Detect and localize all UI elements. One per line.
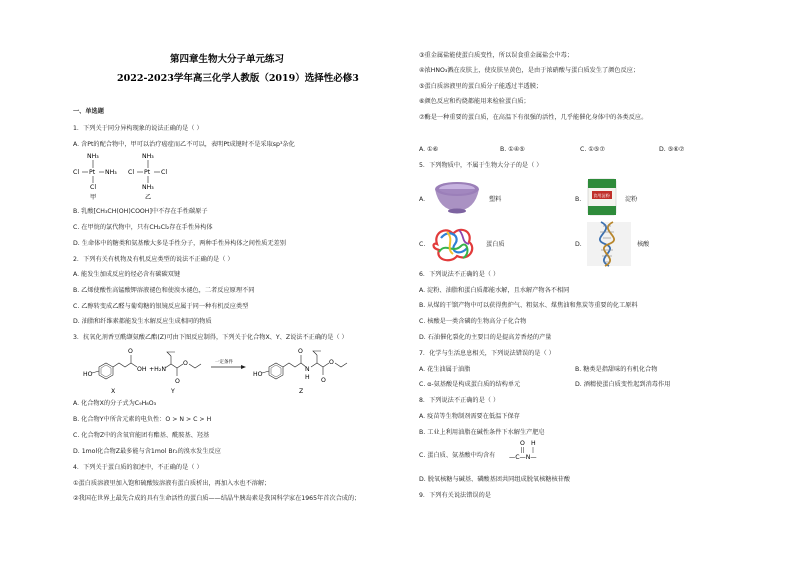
right-column xyxy=(397,0,794,562)
amide-o: O xyxy=(520,440,525,447)
q4-statement-6: ⑥颜色反应和灼烧都能用来检验蛋白质； xyxy=(419,98,530,105)
y-o-ester: O xyxy=(183,360,188,367)
amide-h: H xyxy=(531,440,536,447)
yi-nh3-bottom: NH₃ xyxy=(142,184,154,191)
y-label: Y xyxy=(171,388,175,395)
yi-pt: Pt xyxy=(144,169,151,176)
x-ho: HO xyxy=(83,371,93,378)
q8-option-a: A. 疫苗等生物制剂需要在低温下保存 xyxy=(419,413,520,420)
q7-option-b: B. 糖类是指甜味的有机化合物 xyxy=(575,366,658,373)
yi-cl-left: Cl xyxy=(128,169,135,176)
yi-nh3-top: NH₃ xyxy=(142,153,154,160)
amide-bond: —C—N— xyxy=(509,454,537,461)
q7-stem: 7．化学与生活息息相关，下列说法错误的是（ ） xyxy=(419,350,555,357)
y-h2n: +H₂N xyxy=(149,366,166,373)
q3-reaction-scheme xyxy=(73,345,353,397)
q2-option-d: D. 油脂和纤维素都能发生水解反应生成相同的物质 xyxy=(73,318,212,325)
q5-option-a-letter: A. xyxy=(419,196,426,203)
starch-bag-image xyxy=(587,178,617,216)
q5-option-b-text: 淀粉 xyxy=(625,196,638,203)
yi-label: 乙 xyxy=(145,194,152,201)
q6-stem: 6．下列说法不正确的是（ ） xyxy=(419,271,500,278)
protein-structure-image xyxy=(431,224,477,264)
q2-option-b: B. 乙烯使酸性高锰酸钾溶液褪色和使溴水褪色，二者反应原理不同 xyxy=(73,287,255,294)
q3-option-c: C. 化合物Z中的含氧官能团有酯基、酰胺基、羟基 xyxy=(73,432,210,439)
q1-option-b: B. 乳酸[CH₃CH(OH)COOH]中不存在手性碳原子 xyxy=(73,208,208,215)
q2-option-a: A. 能发生加成反应的烃必含有碳碳双键 xyxy=(73,271,181,278)
q3-option-a: A. 化合物X的分子式为C₉H₈O₃ xyxy=(73,400,157,407)
jia-nh3-right: NH₃ xyxy=(105,169,117,176)
z-o: O xyxy=(298,348,303,355)
q3-option-d: D. 1mol化合物Z最多能与含1mol Br₂的溴水发生反应 xyxy=(73,448,221,455)
q4-statement-1: ①蛋白质溶液里加入饱和硫酸铵溶液有蛋白质析出，再加入水也不溶解； xyxy=(73,480,271,487)
q5-option-c-text: 蛋白质 xyxy=(486,241,505,248)
q5-option-b-letter: B. xyxy=(575,196,582,203)
q4-option-b: B. ①④⑤ xyxy=(500,146,525,153)
q4-statement-5: ⑤蛋白质溶液里的蛋白质分子能透过半透膜； xyxy=(419,83,543,90)
jia-cl-left: Cl xyxy=(73,169,80,176)
q3-option-b: B. 化合物Y中所含元素的电负性：O > N > C > H xyxy=(73,416,212,423)
q7-option-d: D. 酒精使蛋白质变性起到消毒作用 xyxy=(575,381,671,388)
amide-group-structure xyxy=(507,438,547,464)
z-n: N xyxy=(305,366,310,373)
x-label: X xyxy=(111,388,116,395)
q1-option-c: C. 在甲烷的氯代物中，只有CH₂Cl₂存在手性异构体 xyxy=(73,224,213,231)
q7-option-a: A. 花生油属于油脂 xyxy=(419,366,471,373)
q4-statement-2: ②我国在世界上最先合成的具有生命活性的蛋白质——结晶牛胰岛素是我国科学家在1965年首次合成的； xyxy=(73,495,361,502)
z-label: Z xyxy=(299,388,304,395)
q5-option-a-text: 塑料 xyxy=(489,196,502,203)
q1-option-d: D. 生命体中的糖类和氨基酸大多是手性分子，两种手性异构体之间性质无差别 xyxy=(73,240,286,247)
q5-stem: 5．下列物质中，不属于生物大分子的是（ ） xyxy=(419,162,543,169)
q4-option-a: A. ①⑥ xyxy=(419,146,439,153)
q4-statement-4: ④浓HNO₃溅在皮肤上，使皮肤呈黄色，是由于浓硝酸与蛋白质发生了颜色反应； xyxy=(419,67,640,74)
doc-subtitle: 2022-2023学年高三化学人教版（2019）选择性必修3 xyxy=(117,73,359,84)
q4-statement-7: ⑦酶是一种重要的蛋白质，在高温下有很强的活性，几乎能催化身体中的各类反应。 xyxy=(419,114,648,121)
z-o-bottom: O xyxy=(321,377,326,384)
q8-option-d: D. 脱氧核糖与碱基、磷酸基团共同组成脱氧核糖核苷酸 xyxy=(419,476,571,483)
q5-option-c-letter: C. xyxy=(419,241,426,248)
q6-option-a: A. 淀粉、油脂和蛋白质都能水解，且水解产物各不相同 xyxy=(419,287,570,294)
z-h: H xyxy=(305,374,310,381)
jia-nh3-top: NH₃ xyxy=(87,153,99,160)
section-heading: 一、单选题 xyxy=(73,108,104,115)
q2-option-c: C. 乙醇转变成乙醛与葡萄糖的银镜反应属于同一种有机反应类型 xyxy=(73,303,249,310)
q8-stem: 8．下列说法不正确的是（ ） xyxy=(419,397,500,404)
q3-stem: 3．抗氧化剂香豆酰缬氨酸乙酯(Z)可由下图反应制得，下列关于化合物X、Y、Z说法不正确的是（ ） xyxy=(73,334,348,341)
q4-stem: 4．下列关于蛋白质的叙述中，不正确的是（ ） xyxy=(73,464,203,471)
q4-statement-3: ③重金属盐能使蛋白质变性，所以误食重金属盐会中毒； xyxy=(419,52,574,59)
arrow-condition: 一定条件 xyxy=(215,360,233,365)
q8-option-b: B. 工业上利用油脂在碱性条件下水解生产肥皂 xyxy=(419,429,545,436)
q6-option-d: D. 石油催化裂化的主要目的是提高芳香烃的产量 xyxy=(419,334,552,341)
q7-option-c: C. α-氨基酸是构成蛋白质的结构单元 xyxy=(419,381,521,388)
y-o-bottom: O xyxy=(175,378,180,385)
q8-option-c: C. 蛋白质、氨基酸中均含有 xyxy=(419,452,496,459)
plastic-bowl-image xyxy=(433,180,481,216)
q1-stem: 1．下列关于同分异构现象的说法正确的是（ ） xyxy=(73,125,203,132)
dna-helix-image xyxy=(587,222,631,266)
q4-option-c: C. ①⑤⑦ xyxy=(580,146,605,153)
q4-option-d: D. ⑤⑥⑦ xyxy=(659,146,685,153)
q5-option-d-text: 核酸 xyxy=(637,241,650,248)
q1-option-a: A. 含Pt的配合物中，甲可以治疗癌症而乙不可以，表明Pt成键时不是采取sp³杂化 xyxy=(73,141,295,148)
starch-bag-label: 食用淀粉 xyxy=(593,193,610,198)
q6-option-b: B. 从煤的干馏产物中可以获得焦炉气、粗氨水、煤焦油和焦炭等重要的化工原料 xyxy=(419,302,638,309)
z-ho: HO xyxy=(253,371,263,378)
x-o: O xyxy=(128,348,133,355)
q6-option-c: C. 核酸是一类含磷的生物高分子化合物 xyxy=(419,318,527,325)
q9-stem: 9．下列有关说法错误的是 xyxy=(419,492,491,499)
x-oh: OH xyxy=(137,366,147,373)
q1-pt-structures xyxy=(73,152,183,202)
yi-cl-right: Cl xyxy=(161,169,168,176)
jia-pt: Pt xyxy=(89,169,96,176)
q5-option-d-letter: D. xyxy=(575,241,582,248)
doc-title: 第四章生物大分子单元练习 xyxy=(170,54,285,65)
jia-label: 甲 xyxy=(90,194,97,201)
jia-cl-bottom: Cl xyxy=(90,184,97,191)
z-o-ester: O xyxy=(329,359,334,366)
q2-stem: 2．下列有关有机物及有机反应类型的说法不正确的是（ ） xyxy=(73,256,234,263)
